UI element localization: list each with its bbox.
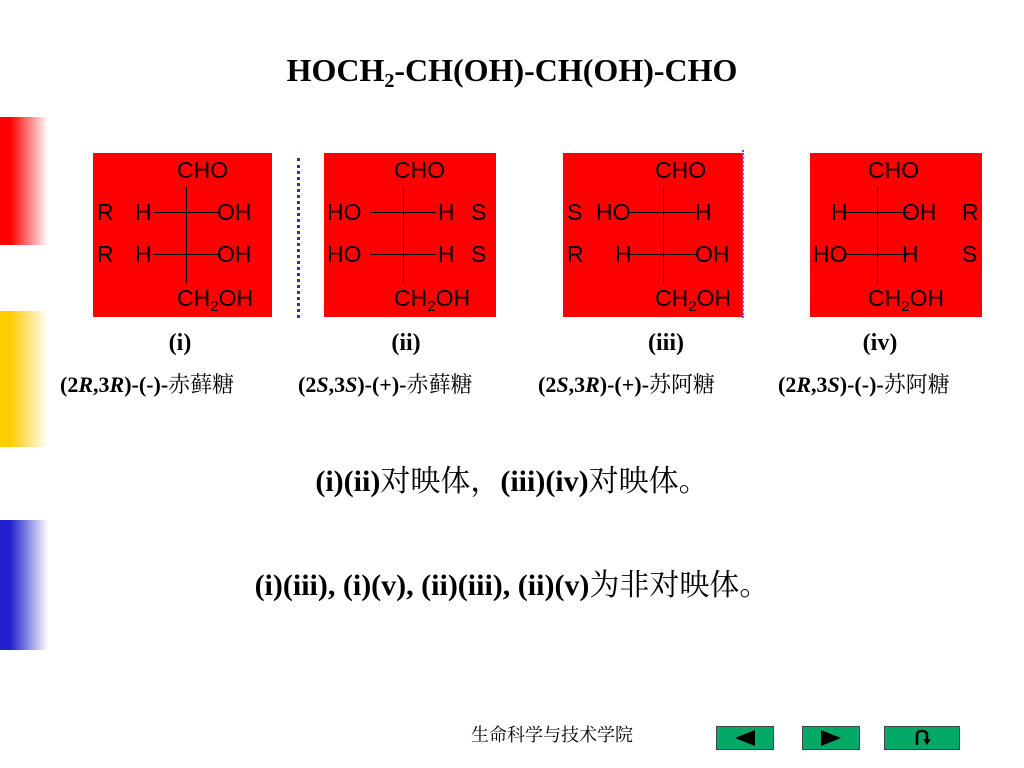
page-title: $HOCH_2-CH(OH)-CH(OH)$-CHO [286,52,738,92]
substituent-left: H [135,241,152,267]
substituent-left: H [831,199,848,225]
backbone-line [403,187,404,283]
backbone-line [663,187,664,283]
substituent-right: OH [217,199,252,225]
substituent-right: OH [902,199,937,225]
mirror-line [742,150,744,318]
substituent-left: HO [327,199,362,225]
aldehyde-group: CHO [868,157,920,183]
aldehyde-group: CHO [394,157,446,183]
bond-line [844,254,910,255]
institute-name: 生命科学与技术学院 [471,725,633,746]
fischer-projection-ii [324,153,496,317]
aldehyde-group: CHO [177,157,229,183]
compound-name: (2S,3R)-(+)-苏阿糖 [538,372,715,398]
substituent-right: H [438,241,455,267]
return-arrow-icon [885,727,959,749]
compound-name: (2R,3R)-(-)-赤藓糖 [60,372,235,398]
structure-label: (iv) [862,330,898,356]
substituent-left: H [615,241,632,267]
substituent-right: OH [695,241,730,267]
aldehyde-group: CHO [655,157,707,183]
config-label: S [471,241,487,267]
config-label: R [567,241,584,267]
decor-bar-red [0,117,48,245]
substituent-left: H [135,199,152,225]
compound-name: (2S,3S)-(+)-赤藓糖 [298,372,473,398]
bond-line [630,254,696,255]
bond-line [844,212,910,213]
fischer-projection-iv [810,153,982,317]
structure-label: (i) [168,330,192,356]
substituent-right: H [902,241,919,267]
diastereomer-statement: (i)(iii), (i)(v), (ii)(iii), (ii)(v)为非对映体。 [254,568,770,603]
compound-name: (2R,3S)-(-)-苏阿糖 [778,372,950,398]
decor-bar-yellow [0,311,48,447]
previous-arrow-icon [717,727,773,749]
config-label: S [962,241,978,267]
bond-line [153,212,219,213]
hydroxymethyl-group: $CH_2OH$ [868,285,945,315]
substituent-right: OH [217,241,252,267]
bond-line [370,254,436,255]
bond-line [153,254,219,255]
backbone-line [877,187,878,283]
fischer-projection-iii [563,153,743,317]
substituent-left: HO [813,241,848,267]
config-label: R [97,199,114,225]
config-label: S [567,199,583,225]
config-label: S [471,199,487,225]
hydroxymethyl-group: $CH_2OH$ [177,285,254,315]
mirror-line [297,158,300,318]
config-label: R [97,241,114,267]
hydroxymethyl-group: $CH_2OH$ [394,285,471,315]
hydroxymethyl-group: $CH_2OH$ [655,285,732,315]
previous-button[interactable] [716,726,774,750]
fischer-projection-i [93,153,272,317]
next-button[interactable] [802,726,860,750]
bond-line [630,212,696,213]
substituent-right: H [695,199,712,225]
substituent-right: H [438,199,455,225]
backbone-line [186,187,187,283]
config-label: R [962,199,979,225]
substituent-left: HO [327,241,362,267]
structure-label: (ii) [391,330,421,356]
bond-line [370,212,436,213]
next-arrow-icon [803,727,859,749]
structure-label: (iii) [648,330,684,356]
return-button[interactable] [884,726,960,750]
substituent-left: HO [596,199,631,225]
enantiomer-statement: (i)(ii)对映体，(iii)(iv)对映体。 [315,464,709,499]
